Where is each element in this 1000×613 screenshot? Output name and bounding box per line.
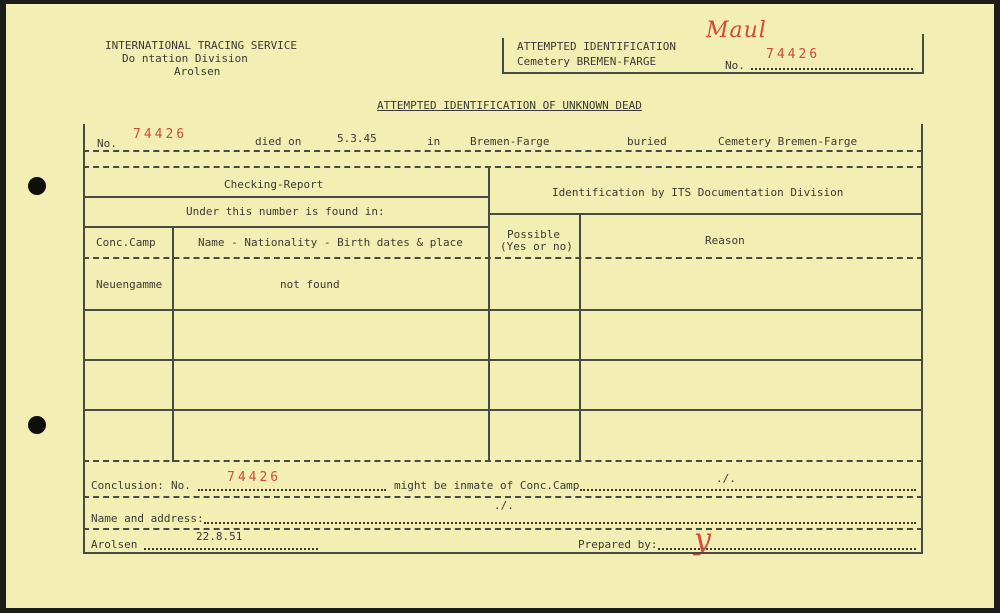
footer-date-dots (144, 548, 318, 550)
conclusion-no-value: 74426 (227, 470, 282, 485)
col-header-possible-1: Possible (507, 228, 560, 241)
punch-hole-top (28, 177, 46, 195)
checking-title-divider (83, 196, 489, 198)
identification-title: Identification by ITS Documentation Division (552, 186, 844, 199)
name-address-value: ./. (494, 499, 514, 512)
header-box-cemetery: Cemetery BREMEN-FARGE (517, 55, 657, 68)
table-col-divider-camp (172, 226, 174, 462)
table-top-border (83, 166, 923, 168)
conclusion-camp-value: ./. (716, 472, 736, 485)
footer-date: 22.8.51 (196, 530, 243, 543)
row-divider-3 (83, 409, 923, 411)
conclusion-divider (83, 496, 923, 498)
prepared-by-label: Prepared by: (578, 538, 658, 551)
punch-hole-bottom (28, 416, 46, 434)
conclusion-mid-text: might be inmate of Conc.Camp (394, 479, 580, 492)
died-value: 5.3.45 (337, 132, 377, 145)
row-1-camp: Neuengamme (96, 278, 163, 291)
org-line-2: Do ntation Division (122, 52, 248, 65)
frame-left (83, 124, 85, 552)
header-no-dots (751, 68, 913, 70)
info-divider (83, 150, 923, 152)
form-bottom-border (83, 552, 923, 554)
row-divider-1 (83, 309, 923, 311)
col-header-name: Name - Nationality - Birth dates & place (198, 236, 463, 249)
burial-cemetery: Cemetery Bremen-Farge (718, 135, 858, 148)
table-col-divider-main (488, 166, 490, 462)
prepared-by-value: y (694, 522, 711, 557)
conclusion-no-label: No. (171, 479, 191, 492)
name-address-label: Name and address: (91, 512, 204, 525)
row-divider-2 (83, 359, 923, 361)
header-bottom-divider (83, 226, 489, 228)
corner-mark: Maul (706, 18, 767, 43)
info-no-value: 74426 (133, 127, 188, 142)
index-card (6, 4, 994, 608)
death-place: Bremen-Farge (470, 135, 550, 148)
name-address-dots (204, 522, 916, 524)
col-header-reason: Reason (705, 234, 745, 247)
table-bottom-border (83, 460, 923, 462)
in-label: in (427, 135, 441, 148)
col-header-camp: Conc.Camp (96, 236, 156, 249)
conclusion-camp-dots (580, 489, 916, 491)
checking-report-sub: Under this number is found in: (186, 205, 385, 218)
row-1-name: not found (280, 278, 340, 291)
table-col-divider-possible (579, 213, 581, 462)
ident-title-divider (488, 213, 923, 215)
header-box-bottom-border (502, 72, 924, 74)
checking-report-title: Checking-Report (224, 178, 324, 191)
header-no-label: No. (725, 59, 745, 72)
column-header-bottom (83, 257, 923, 259)
form-title: ATTEMPTED IDENTIFICATION OF UNKNOWN DEAD (377, 99, 642, 112)
frame-right (921, 124, 923, 552)
conclusion-label: Conclusion: (91, 479, 164, 492)
info-no-label: No. (97, 137, 117, 150)
header-box-right-border (922, 34, 924, 72)
col-header-possible-2: (Yes or no) (500, 240, 573, 253)
header-no-value: 74426 (766, 47, 821, 62)
died-label: died on (255, 135, 302, 148)
header-box-left-border (502, 38, 504, 72)
org-line-1: INTERNATIONAL TRACING SERVICE (105, 39, 298, 52)
header-box-title: ATTEMPTED IDENTIFICATION (517, 40, 676, 53)
org-line-3: Arolsen (174, 65, 221, 78)
conclusion-no-dots (198, 489, 386, 491)
buried-label: buried (627, 135, 667, 148)
footer-place: Arolsen (91, 538, 138, 551)
